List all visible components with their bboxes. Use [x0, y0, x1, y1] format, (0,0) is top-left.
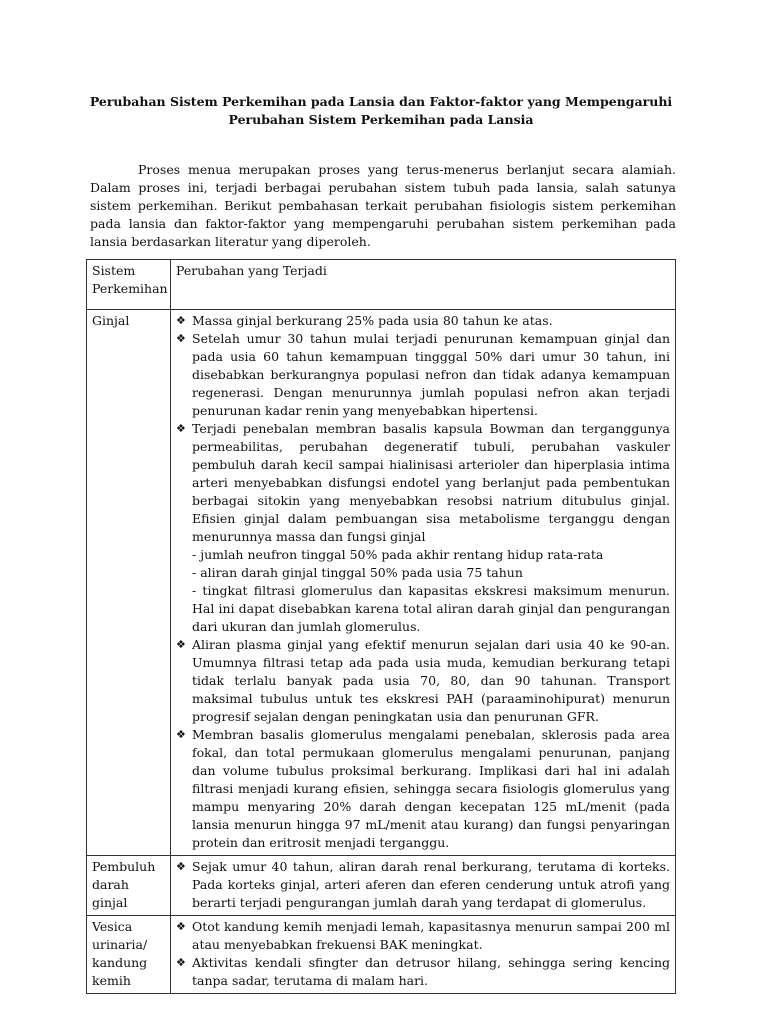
document-title	[86, 93, 676, 129]
row-label-ginjal: Ginjal	[87, 310, 171, 856]
diamond-bullet-icon: ❖	[176, 314, 186, 327]
list-item: ❖ Massa ginjal berkurang 25% pada usia 80 tahun ke atas.	[176, 313, 553, 328]
row-content-vesica	[171, 916, 676, 994]
sub-item: - jumlah neufron tinggal 50% pada akhir rentang hidup rata-rata	[192, 547, 604, 562]
row-label-vesica: Vesica urinaria/ kandung kemih	[87, 916, 171, 994]
bullet-list-pembuluh	[176, 858, 670, 912]
list-item: ❖ Setelah umur 30 tahun mulai terjadi penurunan kemampuan ginjal dan pada usia 60 tahun kemampuan tingggal 50% dari umur 30 tahun, ini disebabkan berkurangnya populasi nefron dan tidak adanya kemampuan regenerasi. Dengan menurunnya jumlah populasi nefron akan terjadi penurunan kadar renin yang menyebabkan hipertensi.	[176, 331, 670, 418]
table-header-row	[87, 260, 676, 310]
diamond-bullet-icon: ❖	[176, 728, 186, 741]
bullet-list-ginjal	[176, 312, 670, 852]
diamond-bullet-icon: ❖	[176, 332, 186, 345]
row-label-pembuluh: Pembuluh darah ginjal	[87, 856, 171, 916]
table-row-ginjal	[87, 310, 676, 856]
intro-paragraph	[90, 161, 676, 251]
diamond-bullet-icon: ❖	[176, 956, 186, 969]
list-item: ❖ Terjadi penebalan membran basalis kapsula Bowman dan terganggunya permeabilitas, perubahan degeneratif tubuli, perubahan vaskuler pembuluh darah kecil sampai hialinisasi arterioler dan hiperplasia intima arteri menyebabkan disfungsi endotel yang berlanjut pada pembentukan berbagai sitokin yang menyebabkan resobsi natrium ditubulus ginjal. Efisien ginjal dalam pembuangan sisa metabolisme terganggu dengan menurunnya massa dan fungsi ginjal - jumlah neufron tinggal 50% pada akhir rentang hidup rata-rata - aliran darah ginjal tinggal 50% pada usia 75 tahun - tingkat filtrasi glomerulus dan kapasitas ekskresi maksimum menurun. Hal ini dapat disebabkan karena total aliran darah ginjal dan pengurangan dari ukuran dan jumlah glomerulus.	[176, 421, 670, 634]
row-content-ginjal	[171, 310, 676, 856]
header-cell-changes: Perubahan yang Terjadi	[171, 260, 676, 310]
changes-table	[86, 259, 676, 994]
diamond-bullet-icon: ❖	[176, 422, 186, 435]
list-item: ❖ Membran basalis glomerulus mengalami penebalan, sklerosis pada area fokal, dan total permukaan glomerulus mengalami penurunan, panjang dan volume tubulus proksimal berkurang. Implikasi dari hal ini adalah filtrasi menjadi kurang efisien, sehingga secara fisiologis glomerulus yang mampu menyaring 20% darah dengan kecepatan 125 mL/menit (pada lansia menurun hingga 97 mL/menit atau kurang) dan fungsi penyaringan protein dan eritrosit menjadi terganggu.	[176, 727, 670, 850]
sub-item: - aliran darah ginjal tinggal 50% pada usia 75 tahun	[192, 565, 523, 580]
list-item: ❖ Sejak umur 40 tahun, aliran darah renal berkurang, terutama di korteks. Pada korteks ginjal, arteri aferen dan eferen cenderung untuk atrofi yang berarti terjadi pengurangan jumlah darah yang terdapat di glomerulus.	[176, 859, 670, 910]
bullet-list-vesica	[176, 918, 670, 990]
title-line-1: Perubahan Sistem Perkemihan pada Lansia dan Faktor-faktor yang Mempengaruhi	[89, 94, 673, 109]
header-cell-system: Sistem Perkemihan	[87, 260, 171, 310]
table-row-pembuluh	[87, 856, 676, 916]
list-item: ❖ Aktivitas kendali sfingter dan detrusor hilang, sehingga sering kencing tanpa sadar, terutama di malam hari.	[176, 955, 670, 988]
title-line-2: Perubahan Sistem Perkemihan pada Lansia	[228, 112, 534, 127]
row-content-pembuluh	[171, 856, 676, 916]
intro-text: Proses menua merupakan proses yang terus-menerus berlanjut secara alamiah. Dalam proses ini, terjadi berbagai perubahan sistem tubuh pada lansia, salah satunya sistem perkemihan. Berikut pembahasan terkait perubahan fisiologis sistem perkemihan pada lansia dan faktor-faktor yang mempengaruhi perubahan sistem perkemihan pada lansia berdasarkan literatur yang diperoleh.	[90, 162, 676, 249]
diamond-bullet-icon: ❖	[176, 860, 186, 873]
diamond-bullet-icon: ❖	[176, 920, 186, 933]
list-item: ❖ Otot kandung kemih menjadi lemah, kapasitasnya menurun sampai 200 ml atau menyebabkan frekuensi BAK meningkat.	[176, 919, 670, 952]
table-row-vesica	[87, 916, 676, 994]
sub-item: - tingkat filtrasi glomerulus dan kapasitas ekskresi maksimum menurun. Hal ini dapat disebabkan karena total aliran darah ginjal dan pengurangan dari ukuran dan jumlah glomerulus.	[192, 583, 670, 634]
list-item: ❖ Aliran plasma ginjal yang efektif menurun sejalan dari usia 40 ke 90-an. Umumnya filtrasi tetap ada pada usia muda, kemudian berkurang tetapi tidak terlalu banyak pada usia 70, 80, dan 90 tahunan. Transport maksimal tubulus untuk tes ekskresi PAH (paraaminohipurat) menurun progresif sejalan dengan peningkatan usia dan penurunan GFR.	[176, 637, 670, 724]
diamond-bullet-icon: ❖	[176, 638, 186, 651]
